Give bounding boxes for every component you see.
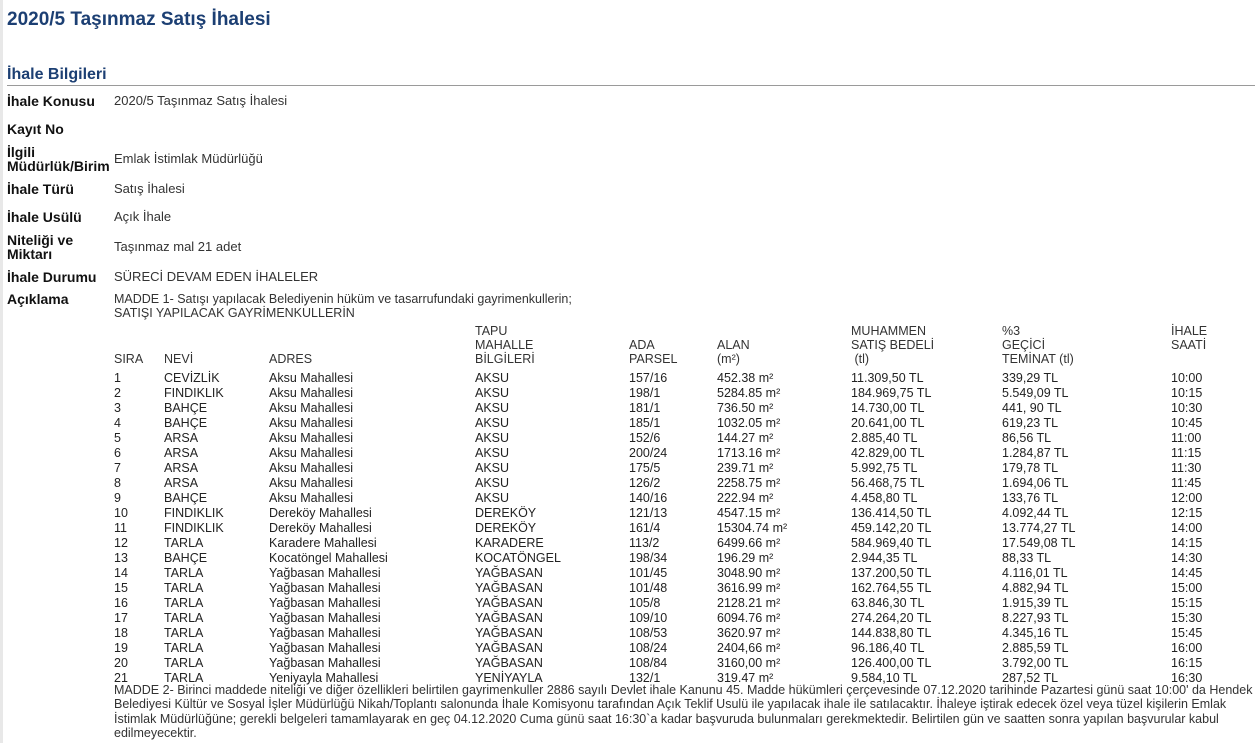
cell-sira: 18 xyxy=(114,626,128,640)
cell-muhammen: 5.992,75 TL xyxy=(851,461,918,475)
cell-ada-parsel: 198/34 xyxy=(629,551,668,565)
madde1-text xyxy=(114,292,1255,320)
table-row xyxy=(114,551,1231,566)
cell-adres: Karadere Mahallesi xyxy=(269,536,377,550)
cell-saat: 14:45 xyxy=(1171,566,1203,580)
cell-alan: 3160,00 m² xyxy=(717,656,781,670)
cell-tapu: KOCATÖNGEL xyxy=(475,551,561,565)
cell-alan: 3616.99 m² xyxy=(717,581,781,595)
ihale-usulu-value: Açık İhale xyxy=(114,209,172,224)
cell-adres: Yeniyayla Mahallesi xyxy=(269,671,379,685)
cell-adres: Aksu Mahallesi xyxy=(269,371,354,385)
mudurluk-value: Emlak İstimlak Müdürlüğü xyxy=(114,151,263,166)
cell-saat: 12:15 xyxy=(1171,506,1203,520)
cell-saat: 15:30 xyxy=(1171,611,1203,625)
cell-sira: 8 xyxy=(114,476,121,490)
header-ihale-saati: İHALE SAATİ xyxy=(1171,324,1208,352)
cell-nevi: FINDIKLIK xyxy=(164,521,224,535)
table-row xyxy=(114,626,1231,641)
table-row xyxy=(114,641,1231,656)
cell-adres: Aksu Mahallesi xyxy=(269,401,354,415)
madde1-line2: SATIŞI YAPILACAK GAYRİMENKULLERİN xyxy=(114,306,355,320)
cell-saat: 10:45 xyxy=(1171,416,1203,430)
cell-adres: Yağbasan Mahallesi xyxy=(269,611,381,625)
kayit-no-label: Kayıt No xyxy=(7,121,64,137)
cell-nevi: TARLA xyxy=(164,626,204,640)
section-title: İhale Bilgileri xyxy=(7,66,107,83)
cell-teminat: 1.915,39 TL xyxy=(1002,596,1069,610)
cell-teminat: 4.882,94 TL xyxy=(1002,581,1069,595)
cell-muhammen: 11.309,50 TL xyxy=(851,371,924,385)
cell-adres: Yağbasan Mahallesi xyxy=(269,641,381,655)
table-row xyxy=(114,416,1231,431)
cell-muhammen: 459.142,20 TL xyxy=(851,521,932,535)
cell-alan: 6094.76 m² xyxy=(717,611,781,625)
cell-adres: Aksu Mahallesi xyxy=(269,446,354,460)
cell-muhammen: 20.641,00 TL xyxy=(851,416,925,430)
table-header-row xyxy=(114,320,1231,366)
cell-nevi: ARSA xyxy=(164,446,199,460)
cell-tapu: AKSU xyxy=(475,446,510,460)
cell-tapu: AKSU xyxy=(475,461,510,475)
ihale-konusu-label: İhale Konusu xyxy=(7,93,95,109)
cell-sira: 17 xyxy=(114,611,128,625)
cell-saat: 11:30 xyxy=(1171,461,1202,475)
cell-tapu: YAĞBASAN xyxy=(475,656,543,670)
cell-teminat: 2.885,59 TL xyxy=(1002,641,1069,655)
cell-tapu: DEREKÖY xyxy=(475,521,537,535)
ihale-durumu-value: SÜRECİ DEVAM EDEN İHALELER xyxy=(114,269,319,284)
cell-ada-parsel: 101/45 xyxy=(629,566,668,580)
table-row xyxy=(114,506,1231,521)
cell-nevi: TARLA xyxy=(164,596,204,610)
cell-alan: 1032.05 m² xyxy=(717,416,781,430)
cell-alan: 3048.90 m² xyxy=(717,566,781,580)
cell-saat: 10:30 xyxy=(1171,401,1203,415)
cell-adres: Yağbasan Mahallesi xyxy=(269,656,381,670)
cell-nevi: BAHÇE xyxy=(164,401,208,415)
cell-saat: 11:45 xyxy=(1171,476,1202,490)
header-adres: ADRES xyxy=(269,352,313,366)
cell-tapu: AKSU xyxy=(475,491,510,505)
table-row xyxy=(114,611,1231,626)
header-teminat: %3 GEÇİCİ TEMİNAT (tl) xyxy=(1002,324,1074,366)
cell-muhammen: 14.730,00 TL xyxy=(851,401,925,415)
cell-sira: 4 xyxy=(114,416,121,430)
ihale-usulu-label: İhale Usülü xyxy=(7,209,82,225)
cell-nevi: ARSA xyxy=(164,476,199,490)
cell-nevi: BAHÇE xyxy=(164,416,208,430)
cell-tapu: AKSU xyxy=(475,401,510,415)
cell-teminat: 179,78 TL xyxy=(1002,461,1059,475)
page-title: 2020/5 Taşınmaz Satış İhalesi xyxy=(7,9,271,30)
cell-ada-parsel: 198/1 xyxy=(629,386,661,400)
cell-saat: 10:00 xyxy=(1171,371,1203,385)
cell-alan: 222.94 m² xyxy=(717,491,774,505)
cell-teminat: 287,52 TL xyxy=(1002,671,1059,685)
cell-teminat: 5.549,09 TL xyxy=(1002,386,1069,400)
cell-tapu: DEREKÖY xyxy=(475,506,537,520)
cell-nevi: CEVİZLİK xyxy=(164,371,220,385)
cell-saat: 16:30 xyxy=(1171,671,1203,685)
cell-muhammen: 136.414,50 TL xyxy=(851,506,932,520)
ihale-turu-value: Satış İhalesi xyxy=(114,181,185,196)
cell-alan: 15304.74 m² xyxy=(717,521,788,535)
cell-teminat: 17.549,08 TL xyxy=(1002,536,1076,550)
table-row xyxy=(114,386,1231,401)
cell-tapu: YAĞBASAN xyxy=(475,581,543,595)
cell-adres: Dereköy Mahallesi xyxy=(269,521,372,535)
cell-ada-parsel: 108/24 xyxy=(629,641,668,655)
cell-adres: Aksu Mahallesi xyxy=(269,416,354,430)
ihale-durumu-label: İhale Durumu xyxy=(7,269,97,285)
cell-ada-parsel: 113/2 xyxy=(629,536,660,550)
cell-teminat: 3.792,00 TL xyxy=(1002,656,1069,670)
cell-tapu: YAĞBASAN xyxy=(475,596,543,610)
cell-sira: 14 xyxy=(114,566,128,580)
cell-alan: 2258.75 m² xyxy=(717,476,781,490)
nitelik-value: Taşınmaz mal 21 adet xyxy=(114,239,242,254)
cell-muhammen: 2.944,35 TL xyxy=(851,551,918,565)
cell-alan: 144.27 m² xyxy=(717,431,774,445)
cell-muhammen: 162.764,55 TL xyxy=(851,581,932,595)
cell-ada-parsel: 109/10 xyxy=(629,611,668,625)
section-divider xyxy=(7,85,1255,86)
cell-ada-parsel: 108/84 xyxy=(629,656,668,670)
cell-sira: 10 xyxy=(114,506,128,520)
cell-alan: 319.47 m² xyxy=(717,671,774,685)
cell-muhammen: 4.458,80 TL xyxy=(851,491,918,505)
cell-nevi: TARLA xyxy=(164,641,204,655)
cell-sira: 19 xyxy=(114,641,128,655)
cell-saat: 14:00 xyxy=(1171,521,1203,535)
cell-muhammen: 584.969,40 TL xyxy=(851,536,932,550)
cell-adres: Aksu Mahallesi xyxy=(269,386,354,400)
cell-sira: 12 xyxy=(114,536,128,550)
cell-alan: 1713.16 m² xyxy=(717,446,781,460)
cell-teminat: 8.227,93 TL xyxy=(1002,611,1069,625)
table-row xyxy=(114,461,1231,476)
table-body xyxy=(114,371,1231,686)
cell-ada-parsel: 121/13 xyxy=(629,506,668,520)
header-muhammen: MUHAMMEN SATIŞ BEDELİ (tl) xyxy=(851,324,935,366)
cell-tapu: YAĞBASAN xyxy=(475,566,543,580)
cell-saat: 12:00 xyxy=(1171,491,1203,505)
cell-muhammen: 96.186,40 TL xyxy=(851,641,925,655)
cell-sira: 6 xyxy=(114,446,121,460)
cell-alan: 452.38 m² xyxy=(717,371,774,385)
cell-teminat: 4.345,16 TL xyxy=(1002,626,1069,640)
cell-adres: Aksu Mahallesi xyxy=(269,461,354,475)
cell-teminat: 86,56 TL xyxy=(1002,431,1052,445)
table-row xyxy=(114,596,1231,611)
cell-teminat: 339,29 TL xyxy=(1002,371,1059,385)
cell-saat: 15:15 xyxy=(1171,596,1203,610)
cell-sira: 9 xyxy=(114,491,121,505)
cell-muhammen: 144.838,80 TL xyxy=(851,626,932,640)
cell-tapu: AKSU xyxy=(475,416,510,430)
cell-adres: Yağbasan Mahallesi xyxy=(269,566,381,580)
cell-tapu: YENİYAYLA xyxy=(475,671,543,685)
parcel-table xyxy=(114,320,1231,686)
cell-teminat: 133,76 TL xyxy=(1002,491,1059,505)
cell-nevi: FINDIKLIK xyxy=(164,506,224,520)
cell-sira: 11 xyxy=(114,521,127,535)
cell-tapu: YAĞBASAN xyxy=(475,641,543,655)
cell-muhammen: 9.584,10 TL xyxy=(851,671,918,685)
cell-ada-parsel: 132/1 xyxy=(629,671,661,685)
cell-tapu: AKSU xyxy=(475,476,510,490)
cell-muhammen: 63.846,30 TL xyxy=(851,596,925,610)
cell-nevi: TARLA xyxy=(164,581,204,595)
madde1-line1: MADDE 1- Satışı yapılacak Belediyenin hüküm ve tasarrufundaki gayrimenkullerin; xyxy=(114,292,572,306)
mudurluk-label: İlgili Müdürlük/Birim xyxy=(7,144,110,174)
cell-ada-parsel: 181/1 xyxy=(629,401,661,415)
cell-ada-parsel: 157/16 xyxy=(629,371,668,385)
cell-teminat: 1.284,87 TL xyxy=(1002,446,1069,460)
cell-ada-parsel: 185/1 xyxy=(629,416,661,430)
cell-saat: 15:00 xyxy=(1171,581,1203,595)
cell-tapu: AKSU xyxy=(475,371,510,385)
cell-adres: Yağbasan Mahallesi xyxy=(269,581,381,595)
cell-ada-parsel: 126/2 xyxy=(629,476,661,490)
cell-sira: 20 xyxy=(114,656,128,670)
cell-sira: 2 xyxy=(114,386,121,400)
cell-tapu: YAĞBASAN xyxy=(475,611,543,625)
cell-sira: 16 xyxy=(114,596,128,610)
table-row xyxy=(114,521,1231,536)
cell-tapu: KARADERE xyxy=(475,536,544,550)
cell-saat: 11:15 xyxy=(1171,446,1202,460)
cell-muhammen: 42.829,00 TL xyxy=(851,446,925,460)
cell-ada-parsel: 140/16 xyxy=(629,491,668,505)
cell-ada-parsel: 152/6 xyxy=(629,431,661,445)
cell-alan: 4547.15 m² xyxy=(717,506,781,520)
cell-teminat: 441, 90 TL xyxy=(1002,401,1062,415)
cell-adres: Aksu Mahallesi xyxy=(269,491,354,505)
cell-teminat: 619,23 TL xyxy=(1002,416,1059,430)
cell-ada-parsel: 175/5 xyxy=(629,461,661,475)
madde2-text: MADDE 2- Birinci maddede niteliği ve diğer özellikleri belirtilen gayrimenkuller 2886 sayılı Devlet ihale Kanunu 45. Madde hükümleri çerçevesinde 07.12.2020 tarihinde Pazartesi günü saat 10:00' da Hendek Belediyesi Kültür ve Sosyal İşler Müdürlüğü Nikah/Toplantı salonunda İhale Komisyonu tarafından Açık Teklif Usulü ile yapılacak ihale ile satılacaktır. İhaleye iştirak edecek özel veya tüzel kişilerin Emlak İstimlak Müdürlüğüne; gerekli belgeleri tamamlayarak en geç 04.12.2020 Cuma günü saat 16:30`a kadar başvuruda bulunmaları gerekmektedir. Belirtilen gün ve saatten sonra yapılan başvurular kabul edilmeyecektir. xyxy=(114,683,1253,741)
table-row xyxy=(114,476,1231,491)
cell-alan: 5284.85 m² xyxy=(717,386,781,400)
cell-saat: 14:15 xyxy=(1171,536,1203,550)
cell-alan: 196.29 m² xyxy=(717,551,774,565)
table-row xyxy=(114,536,1231,551)
cell-sira: 15 xyxy=(114,581,128,595)
cell-adres: Aksu Mahallesi xyxy=(269,431,354,445)
cell-saat: 10:15 xyxy=(1171,386,1203,400)
cell-teminat: 13.774,27 TL xyxy=(1002,521,1076,535)
ihale-turu-label: İhale Türü xyxy=(7,181,74,197)
cell-nevi: TARLA xyxy=(164,671,204,685)
cell-alan: 6499.66 m² xyxy=(717,536,781,550)
cell-nevi: TARLA xyxy=(164,566,204,580)
header-alan: ALAN (m²) xyxy=(717,338,750,366)
cell-ada-parsel: 200/24 xyxy=(629,446,668,460)
cell-adres: Yağbasan Mahallesi xyxy=(269,596,381,610)
cell-teminat: 1.694,06 TL xyxy=(1002,476,1069,490)
cell-muhammen: 2.885,40 TL xyxy=(851,431,918,445)
cell-adres: Dereköy Mahallesi xyxy=(269,506,372,520)
cell-muhammen: 56.468,75 TL xyxy=(851,476,925,490)
table-row xyxy=(114,656,1231,671)
table-row xyxy=(114,566,1231,581)
aciklama-label: Açıklama xyxy=(7,291,69,307)
cell-nevi: FINDIKLIK xyxy=(164,386,224,400)
cell-teminat: 4.092,44 TL xyxy=(1002,506,1069,520)
cell-muhammen: 274.264,20 TL xyxy=(851,611,932,625)
header-sira: SIRA xyxy=(114,352,144,366)
cell-teminat: 4.116,01 TL xyxy=(1002,566,1068,580)
cell-nevi: TARLA xyxy=(164,656,204,670)
cell-sira: 13 xyxy=(114,551,128,565)
cell-sira: 5 xyxy=(114,431,121,445)
cell-alan: 736.50 m² xyxy=(717,401,774,415)
table-row xyxy=(114,491,1231,506)
cell-tapu: AKSU xyxy=(475,431,510,445)
cell-adres: Aksu Mahallesi xyxy=(269,476,354,490)
cell-sira: 21 xyxy=(114,671,128,685)
cell-saat: 15:45 xyxy=(1171,626,1203,640)
header-nevi: NEVİ xyxy=(164,352,194,366)
cell-muhammen: 137.200,50 TL xyxy=(851,566,932,580)
cell-teminat: 88,33 TL xyxy=(1002,551,1052,565)
cell-saat: 14:30 xyxy=(1171,551,1203,565)
left-edge-bar xyxy=(0,0,3,743)
cell-muhammen: 184.969,75 TL xyxy=(851,386,932,400)
cell-sira: 1 xyxy=(114,371,121,385)
table-row xyxy=(114,431,1231,446)
cell-sira: 7 xyxy=(114,461,121,475)
cell-ada-parsel: 161/4 xyxy=(629,521,661,535)
cell-alan: 239.71 m² xyxy=(717,461,774,475)
cell-tapu: YAĞBASAN xyxy=(475,626,543,640)
cell-nevi: ARSA xyxy=(164,431,199,445)
table-row xyxy=(114,401,1231,416)
cell-nevi: BAHÇE xyxy=(164,551,208,565)
cell-alan: 2404,66 m² xyxy=(717,641,781,655)
nitelik-label: Niteliği ve Miktarı xyxy=(7,232,74,262)
cell-saat: 16:00 xyxy=(1171,641,1203,655)
ihale-konusu-value: 2020/5 Taşınmaz Satış İhalesi xyxy=(114,93,288,108)
cell-saat: 11:00 xyxy=(1171,431,1202,445)
cell-adres: Yağbasan Mahallesi xyxy=(269,626,381,640)
cell-muhammen: 126.400,00 TL xyxy=(851,656,932,670)
cell-ada-parsel: 108/53 xyxy=(629,626,668,640)
cell-alan: 3620.97 m² xyxy=(717,626,781,640)
cell-sira: 3 xyxy=(114,401,121,415)
table-row xyxy=(114,446,1231,461)
cell-tapu: AKSU xyxy=(475,386,510,400)
table-row xyxy=(114,581,1231,596)
cell-nevi: BAHÇE xyxy=(164,491,208,505)
cell-ada-parsel: 101/48 xyxy=(629,581,668,595)
cell-nevi: TARLA xyxy=(164,536,204,550)
header-ada-parsel: ADA PARSEL xyxy=(629,338,678,366)
cell-saat: 16:15 xyxy=(1171,656,1203,670)
cell-ada-parsel: 105/8 xyxy=(629,596,661,610)
cell-nevi: TARLA xyxy=(164,611,204,625)
cell-adres: Kocatöngel Mahallesi xyxy=(269,551,388,565)
header-tapu: TAPU MAHALLE BİLGİLERİ xyxy=(475,324,535,366)
table-row xyxy=(114,371,1231,386)
cell-nevi: ARSA xyxy=(164,461,199,475)
cell-alan: 2128.21 m² xyxy=(717,596,781,610)
